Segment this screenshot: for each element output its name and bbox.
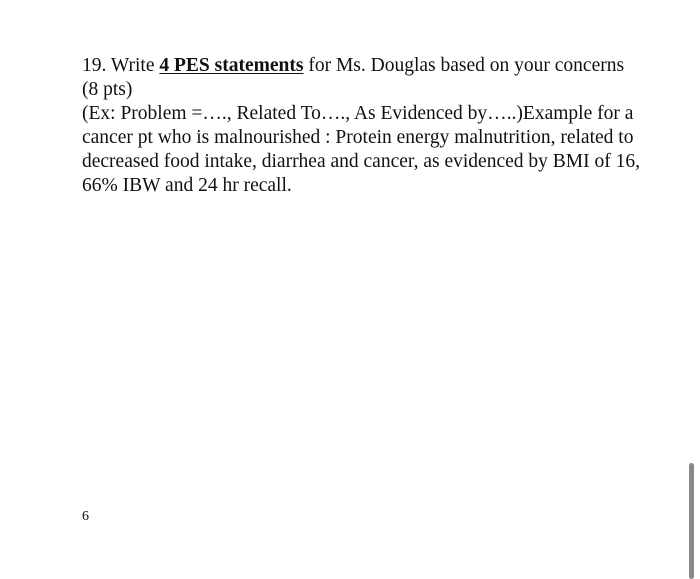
- question-prompt: [82, 54, 642, 102]
- scrollbar-thumb[interactable]: [689, 463, 694, 579]
- question-example: (Ex: Problem =…., Related To…., As Evidenced by…..)Example for a cancer pt who is malnourished : Protein energy malnutrition, related to decreased food intake, diarrhea and cancer, as evidenced by BMI of 16, 66% IBW and 24 hr recall.: [82, 103, 640, 196]
- question-prompt-prefix: 19. Write: [82, 55, 160, 76]
- question-block: [82, 54, 642, 198]
- page-number: 6: [82, 509, 89, 524]
- question-emphasis: 4 PES statements: [159, 55, 304, 76]
- question-prompt-suffix: for Ms. Douglas based on your concerns (8 pts): [82, 55, 625, 100]
